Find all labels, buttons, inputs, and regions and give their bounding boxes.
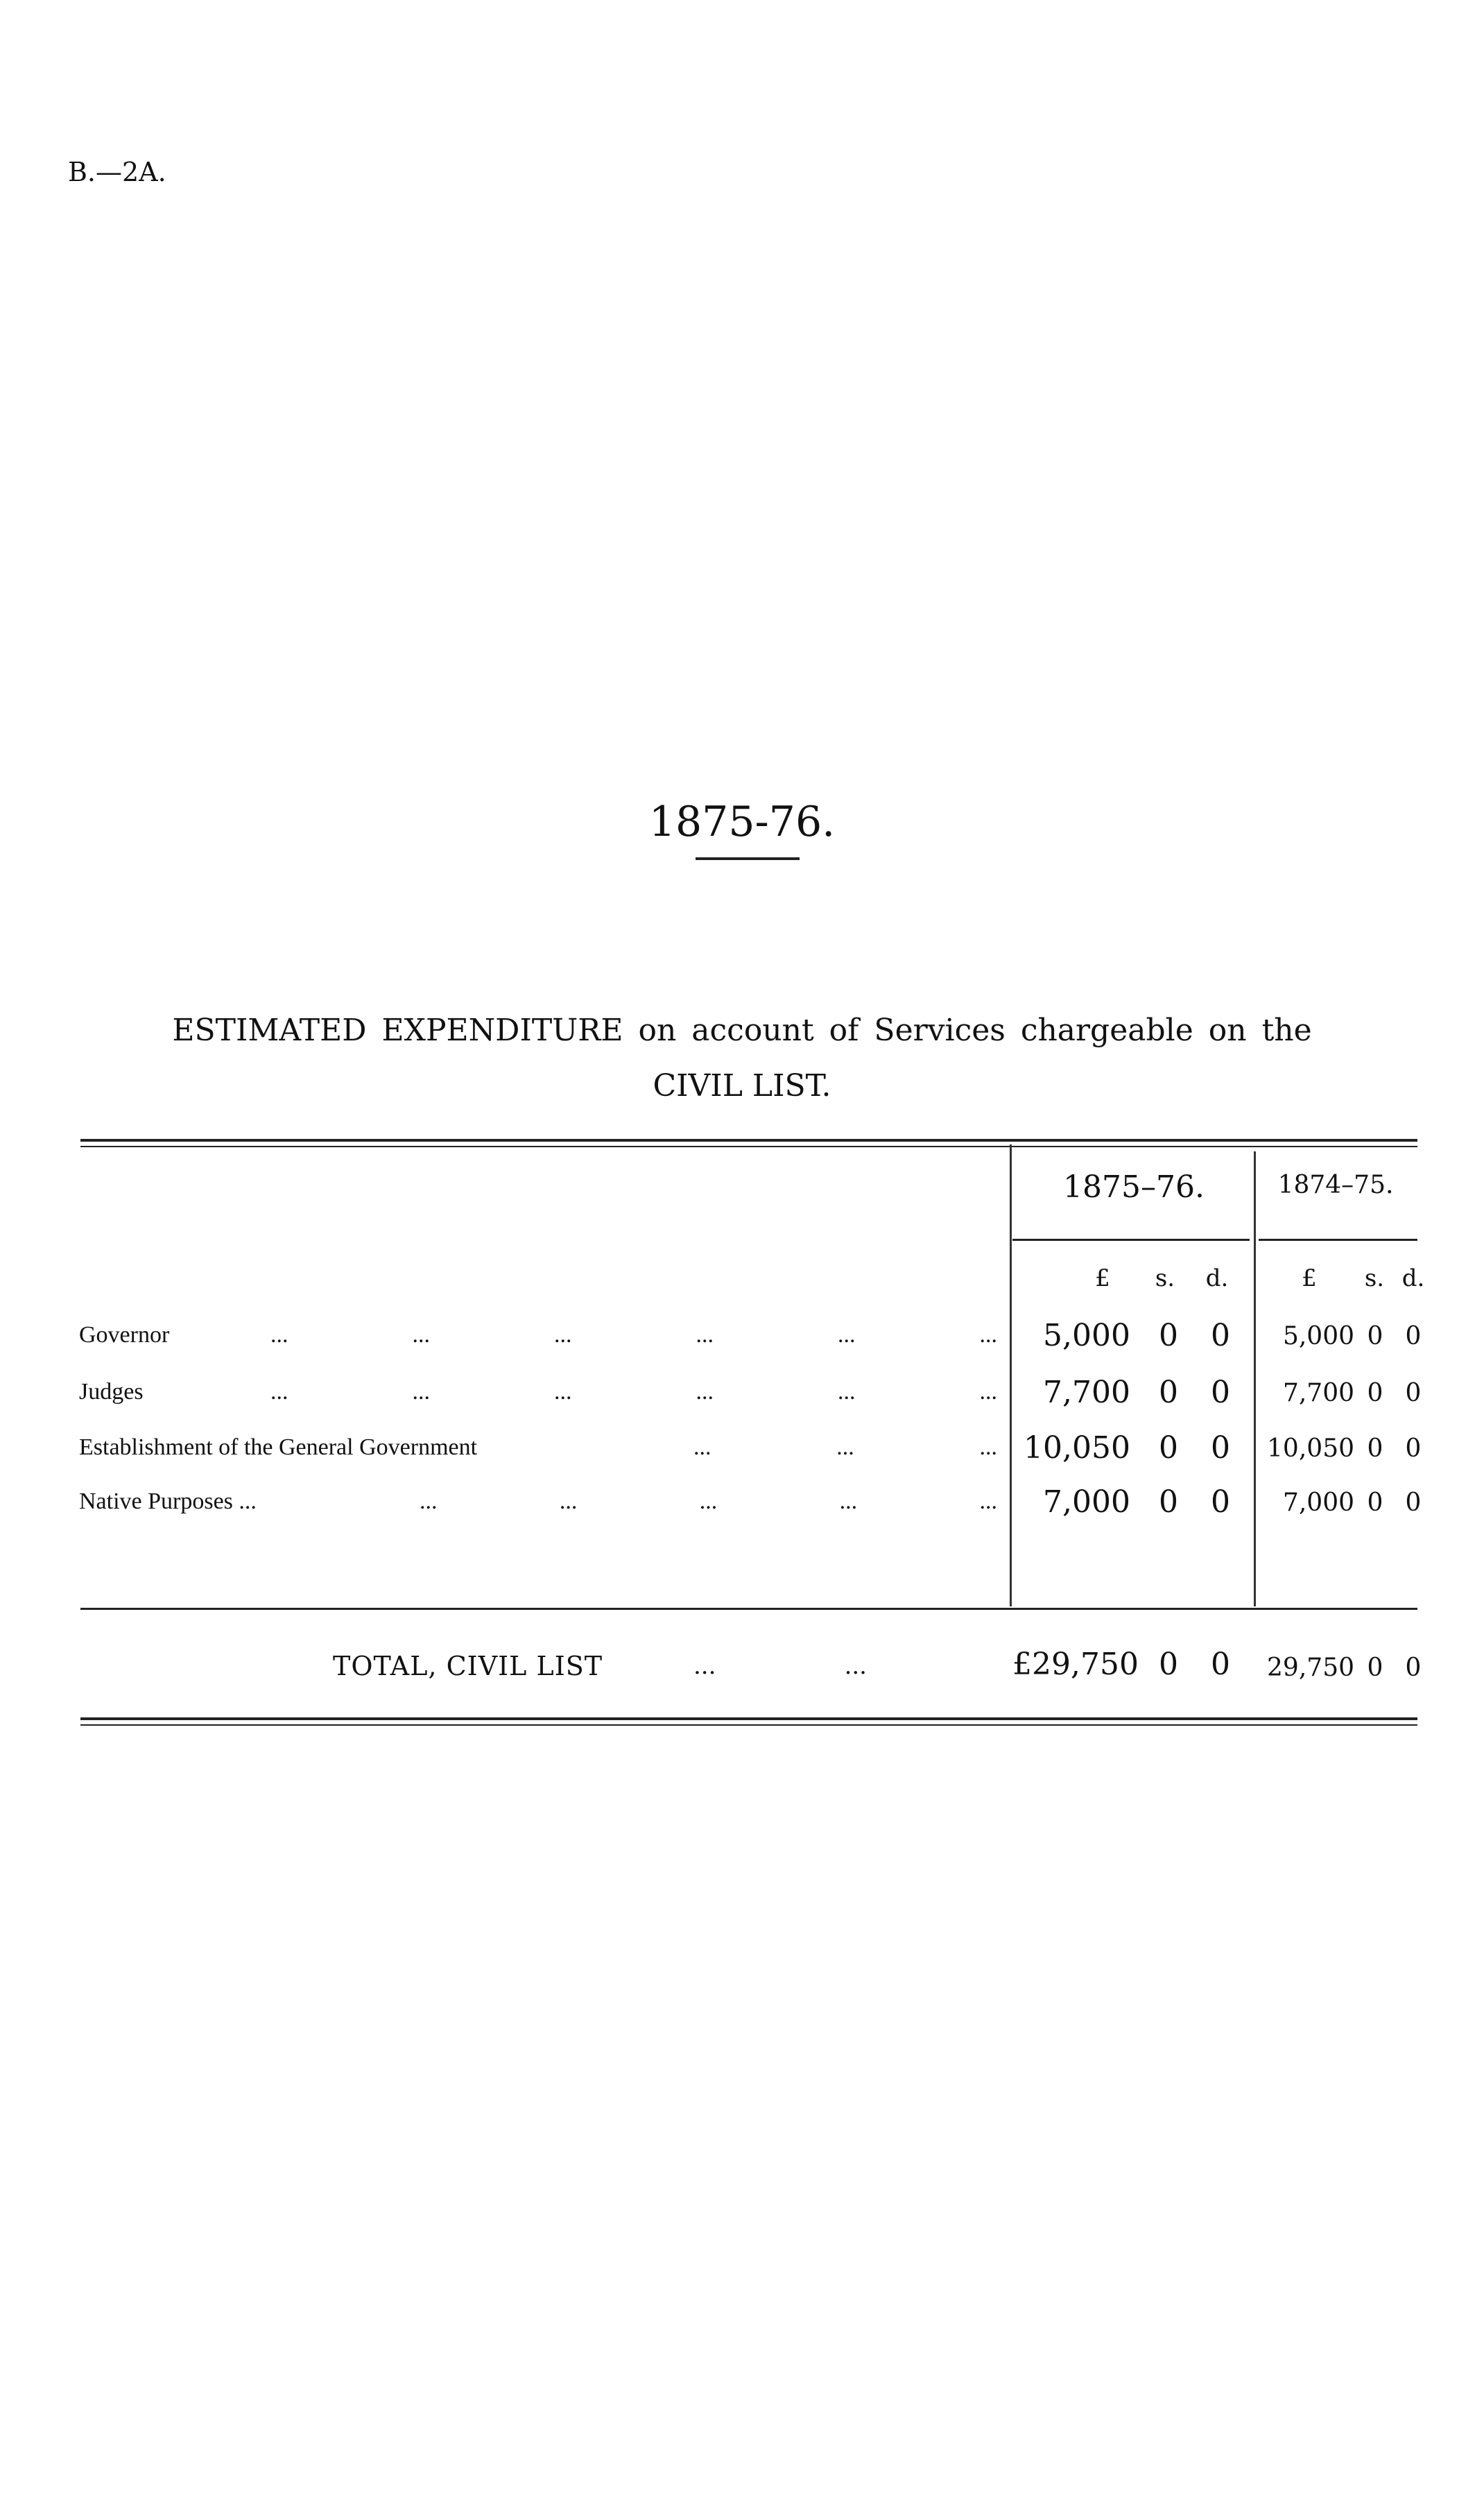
- total-shillings-1875-76: 0: [1159, 1647, 1178, 1682]
- table-bottom-rule: [80, 1717, 1417, 1720]
- amount-pence-1874-75: 0: [1405, 1488, 1422, 1517]
- document-title-line1: ESTIMATED EXPENDITURE on account of Services chargeable on the: [172, 1013, 1312, 1048]
- leader-dots: ... ... ...: [693, 1434, 997, 1460]
- year-heading: 1875-76.: [648, 798, 836, 846]
- amount-pounds-1875-76: 7,700: [1043, 1375, 1130, 1410]
- amount-pounds-1874-75: 5,000: [1282, 1322, 1354, 1350]
- row-label: Native Purposes ...: [79, 1488, 257, 1514]
- leader-dots: ... ...: [693, 1652, 867, 1680]
- amount-pence-1875-76: 0: [1211, 1484, 1230, 1520]
- document-title-line2: CIVIL LIST.: [653, 1068, 831, 1104]
- amount-shillings-1875-76: 0: [1159, 1484, 1178, 1520]
- amount-pounds-1875-76: 7,000: [1043, 1484, 1130, 1520]
- amount-pence-1875-76: 0: [1211, 1318, 1230, 1353]
- amount-pence-1874-75: 0: [1405, 1379, 1422, 1407]
- unit-pounds-current: £: [1095, 1264, 1110, 1292]
- unit-shillings-previous: s.: [1364, 1264, 1385, 1292]
- amount-shillings-1874-75: 0: [1367, 1434, 1383, 1463]
- total-pounds-1874-75: 29,750: [1267, 1654, 1354, 1682]
- total-pence-1875-76: 0: [1211, 1647, 1230, 1682]
- leader-dots: ... ... ... ... ... ...: [270, 1322, 997, 1348]
- amount-pence-1874-75: 0: [1405, 1322, 1422, 1350]
- amount-pounds-1874-75: 7,000: [1282, 1488, 1354, 1517]
- amount-shillings-1874-75: 0: [1367, 1488, 1383, 1517]
- amount-pence-1875-76: 0: [1211, 1430, 1230, 1466]
- column-header-1874-75: 1874–75.: [1277, 1171, 1394, 1199]
- amount-pounds-1874-75: 10,050: [1267, 1434, 1354, 1463]
- total-pence-1874-75: 0: [1405, 1654, 1422, 1682]
- total-shillings-1874-75: 0: [1367, 1654, 1383, 1682]
- amount-shillings-1875-76: 0: [1159, 1430, 1178, 1466]
- row-label: Establishment of the General Government: [79, 1434, 478, 1460]
- leader-dots: ... ... ... ... ... ...: [270, 1379, 997, 1405]
- total-pounds-1875-76: £29,750: [1012, 1647, 1139, 1682]
- column-header-1875-76: 1875–76.: [1063, 1169, 1205, 1205]
- amount-pounds-1874-75: 7,700: [1282, 1379, 1354, 1407]
- table-top-rule: [80, 1139, 1417, 1142]
- year-underline: [696, 857, 800, 860]
- amount-pence-1875-76: 0: [1211, 1375, 1230, 1410]
- amount-pounds-1875-76: 10,050: [1024, 1430, 1130, 1466]
- amount-shillings-1875-76: 0: [1159, 1375, 1178, 1410]
- column-header-rule-current: [1012, 1239, 1250, 1241]
- leader-dots: ... ... ... ... ...: [420, 1488, 997, 1514]
- column-divider-right: [1254, 1151, 1256, 1606]
- unit-pence-current: d.: [1205, 1264, 1229, 1292]
- unit-pence-previous: d.: [1401, 1264, 1425, 1292]
- amount-shillings-1875-76: 0: [1159, 1318, 1178, 1353]
- total-label: TOTAL, CIVIL LIST: [333, 1651, 603, 1681]
- row-label: Governor: [79, 1322, 170, 1348]
- amount-shillings-1874-75: 0: [1367, 1379, 1383, 1407]
- column-divider-left: [1010, 1144, 1012, 1606]
- page-reference: B.—2A.: [68, 157, 166, 187]
- amount-pounds-1875-76: 5,000: [1043, 1318, 1130, 1353]
- row-label: Judges: [79, 1379, 144, 1405]
- amount-pence-1874-75: 0: [1405, 1434, 1422, 1463]
- table-bottom-rule-thin: [80, 1724, 1417, 1726]
- unit-shillings-current: s.: [1155, 1264, 1175, 1292]
- table-top-rule-thin: [80, 1146, 1417, 1147]
- unit-pounds-previous: £: [1302, 1264, 1317, 1292]
- total-top-rule: [80, 1608, 1417, 1610]
- column-header-rule-previous: [1259, 1239, 1417, 1241]
- amount-shillings-1874-75: 0: [1367, 1322, 1383, 1350]
